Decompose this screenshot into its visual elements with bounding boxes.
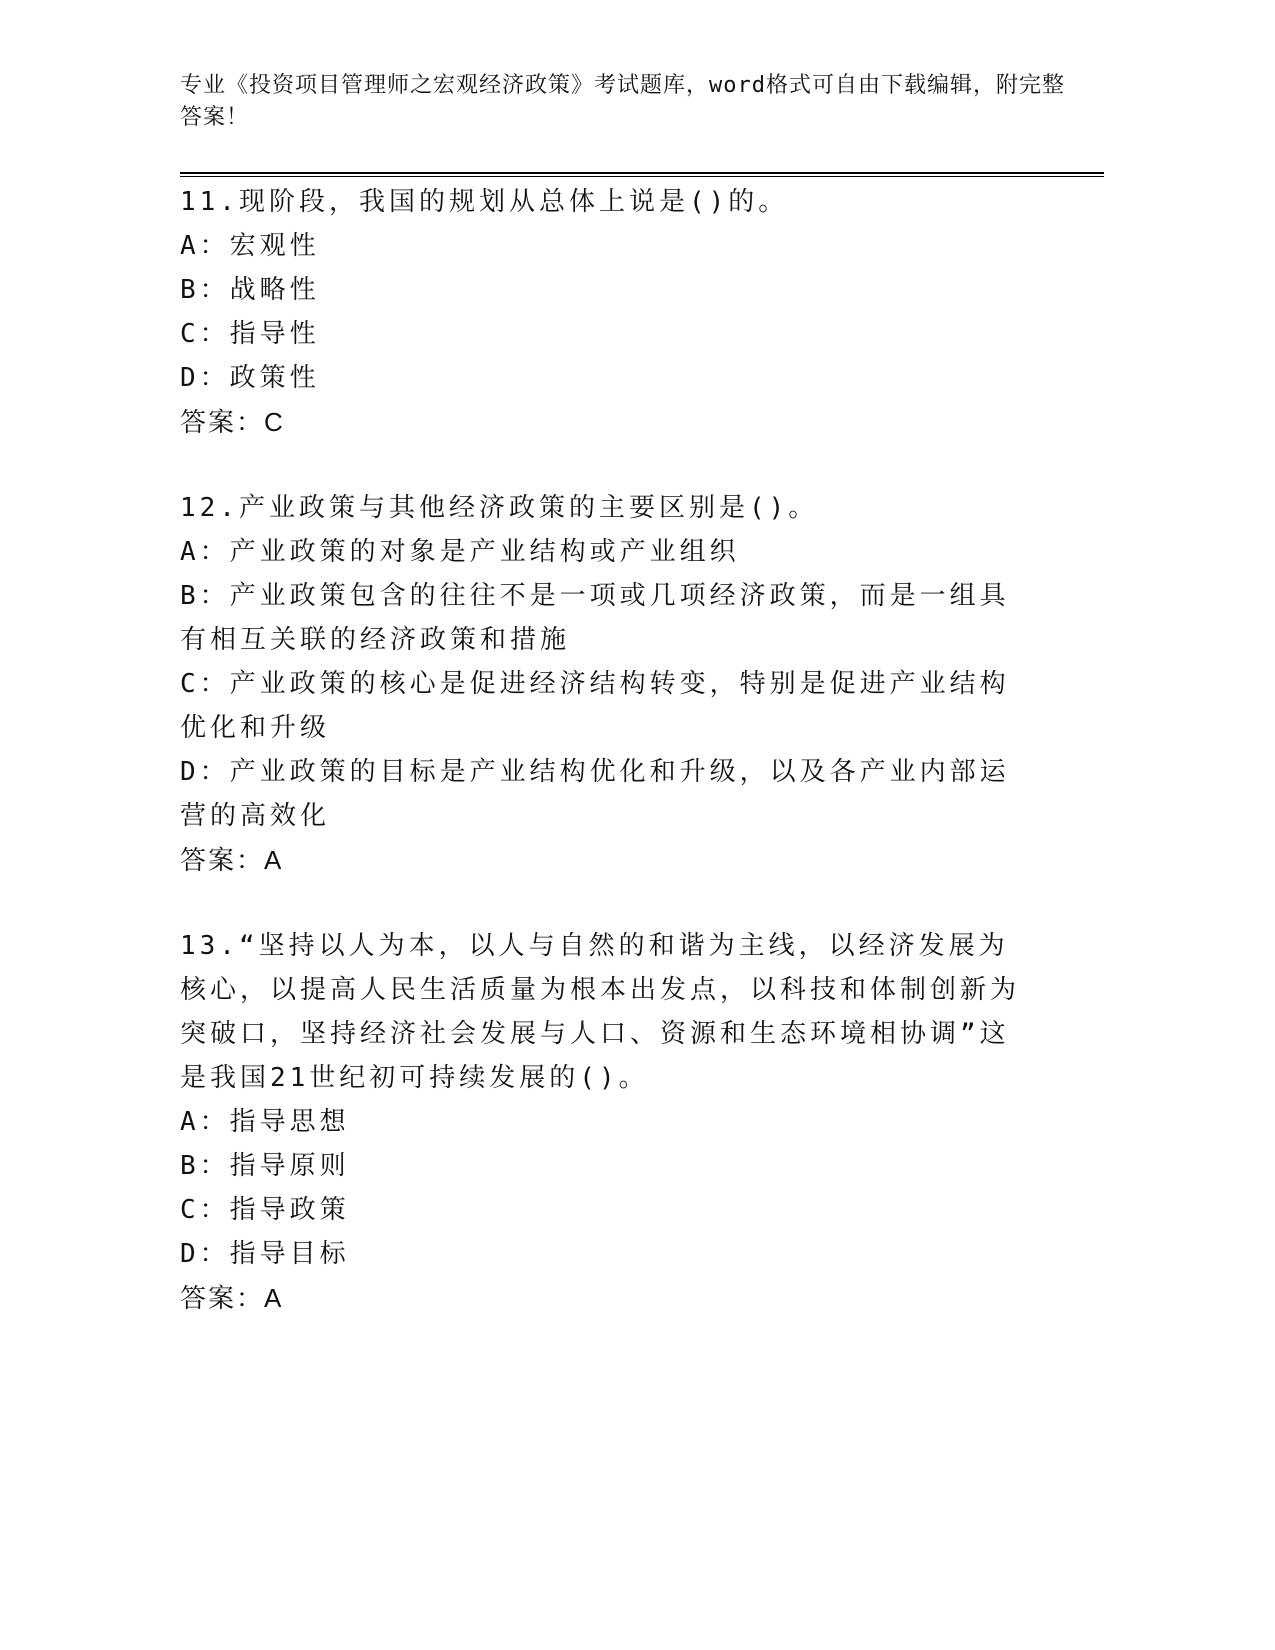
document-header: 专业《投资项目管理师之宏观经济政策》考试题库，word格式可自由下载编辑，附完整答案！ <box>180 73 1065 130</box>
option-c: C：指导性 <box>180 319 320 349</box>
option-b: B：产业政策包含的往往不是一项或几项经济政策，而是一组具有相互关联的经济政策和措施 <box>180 581 1010 655</box>
header-divider-thick <box>180 172 1104 174</box>
answer: 答案：A <box>180 1283 284 1313</box>
question-12 <box>180 486 1030 882</box>
question-13 <box>180 924 1030 1320</box>
answer: 答案：C <box>180 407 285 437</box>
option-a: A：宏观性 <box>180 231 320 261</box>
question-list <box>180 180 1030 1320</box>
question-stem: 13.“坚持以人为本，以人与自然的和谐为主线，以经济发展为核心，以提高人民生活质量为根本出发点，以科技和体制创新为突破口，坚持经济社会发展与人口、资源和生态环境相协调”这是我国21世纪初可持续发展的()。 <box>180 931 1021 1093</box>
option-d: D：指导目标 <box>180 1239 350 1269</box>
question-stem: 11.现阶段，我国的规划从总体上说是()的。 <box>180 187 789 217</box>
header-divider-thin <box>180 176 1104 177</box>
option-b: B：战略性 <box>180 275 320 305</box>
answer: 答案：A <box>180 845 284 875</box>
option-a: A：产业政策的对象是产业结构或产业组织 <box>180 537 740 567</box>
question-11 <box>180 180 1030 444</box>
option-a: A：指导思想 <box>180 1107 350 1137</box>
option-b: B：指导原则 <box>180 1151 350 1181</box>
option-c: C：指导政策 <box>180 1195 350 1225</box>
option-d: D：政策性 <box>180 363 320 393</box>
option-d: D：产业政策的目标是产业结构优化和升级，以及各产业内部运营的高效化 <box>180 757 1010 831</box>
option-c: C：产业政策的核心是促进经济结构转变，特别是促进产业结构优化和升级 <box>180 669 1010 743</box>
question-stem: 12.产业政策与其他经济政策的主要区别是()。 <box>180 493 819 523</box>
